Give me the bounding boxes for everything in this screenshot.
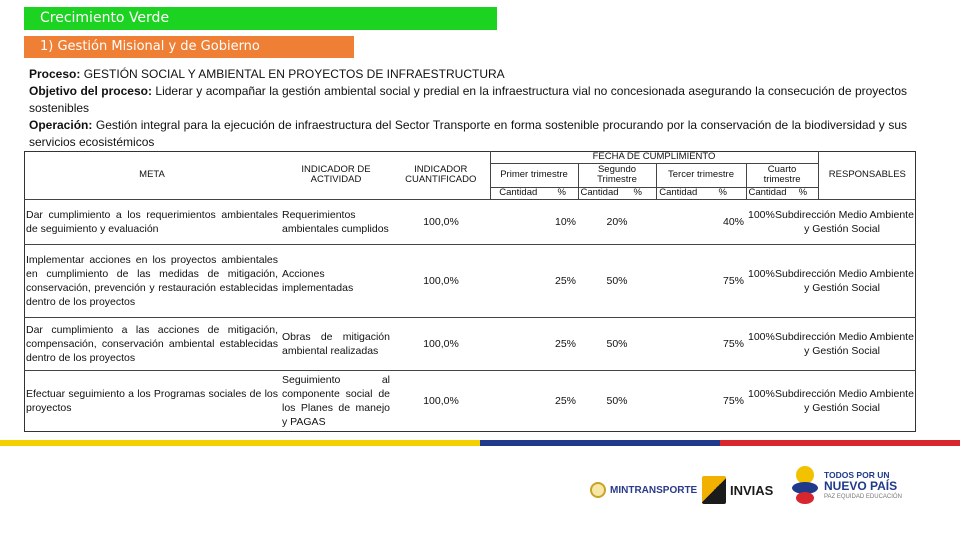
flag-stripe-yellow bbox=[0, 440, 480, 446]
row-q1: 25% bbox=[490, 317, 578, 370]
row-q4: 100% bbox=[748, 387, 775, 400]
row-indicador: Seguimiento al componente social de los Planes de manejo y PAGAS bbox=[280, 370, 392, 431]
row-q2: 20% bbox=[578, 199, 656, 244]
row-responsable bbox=[746, 244, 916, 317]
header-meta: META bbox=[139, 168, 165, 180]
footer-logos bbox=[590, 466, 950, 516]
row-responsable bbox=[746, 370, 916, 431]
row-q1: 25% bbox=[490, 370, 578, 431]
tpn-line3: PAZ EQUIDAD EDUCACIÓN bbox=[824, 493, 902, 500]
proceso-label: Proceso: bbox=[29, 67, 81, 81]
row-q2: 50% bbox=[578, 317, 656, 370]
row-cuantificado: 100,0% bbox=[392, 317, 490, 370]
header-q3-cantidad: Cantidad bbox=[656, 187, 700, 199]
operacion-text: Gestión integral para la ejecución de infraestructura del Sector Transporte en forma sostenible procurando por la conservación de la biodiversidad y sus servicios ecosistémicos bbox=[29, 118, 907, 149]
row-responsable bbox=[746, 317, 916, 370]
mintransporte-logo-text: MINTRANSPORTE bbox=[610, 484, 698, 496]
operacion-label: Operación: bbox=[29, 118, 93, 132]
header-q2-cantidad: Cantidad bbox=[578, 187, 620, 199]
header-indicador-cuantificado: INDICADOR CUANTIFICADO bbox=[405, 163, 477, 185]
header-q1: Primer trimestre bbox=[490, 163, 578, 187]
invias-logo bbox=[702, 476, 773, 504]
row-q2: 50% bbox=[578, 370, 656, 431]
coat-of-arms-icon bbox=[590, 482, 606, 498]
flag-stripe-blue bbox=[480, 440, 720, 446]
indicators-table bbox=[24, 151, 916, 431]
intro-block bbox=[29, 66, 907, 151]
row-q1: 25% bbox=[490, 244, 578, 317]
tpn-line2: NUEVO PAÍS bbox=[824, 478, 898, 493]
row-responsable bbox=[746, 199, 916, 244]
proceso-line bbox=[29, 66, 907, 83]
header-indicador-actividad: INDICADOR DE ACTIVIDAD bbox=[301, 163, 371, 185]
row-cuantificado: 100,0% bbox=[392, 370, 490, 431]
header-q4-pct: % bbox=[788, 187, 818, 199]
row-q4: 100% bbox=[748, 330, 775, 343]
tpn-emblem-icon bbox=[792, 466, 818, 506]
subsection-title: 1) Gestión Misional y de Gobierno bbox=[40, 39, 260, 54]
header-q3: Tercer trimestre bbox=[656, 163, 746, 187]
table-row bbox=[24, 199, 916, 244]
flag-stripe bbox=[0, 440, 960, 446]
invias-logo-text: INVIAS bbox=[730, 482, 774, 498]
row-responsable-text: Subdirección Medio Ambiente y Gestión Social bbox=[775, 208, 914, 235]
header-q1-cantidad: Cantidad bbox=[490, 187, 546, 199]
tpn-line1: TODOS POR UN bbox=[824, 469, 890, 480]
todos-por-un-nuevo-pais-logo bbox=[792, 466, 902, 506]
row-q4: 100% bbox=[748, 267, 775, 280]
table-row bbox=[24, 317, 916, 370]
header-responsables: RESPONSABLES bbox=[818, 151, 916, 199]
header-q3-pct: % bbox=[700, 187, 746, 199]
operacion-line bbox=[29, 117, 907, 151]
row-q4: 100% bbox=[748, 208, 775, 221]
table-row bbox=[24, 370, 916, 431]
header-q2: Segundo Trimestre bbox=[578, 163, 656, 187]
invias-mark-icon bbox=[702, 476, 726, 504]
header-q1-pct: % bbox=[546, 187, 578, 199]
row-indicador: Requerimientos ambientales cumplidos bbox=[280, 199, 392, 244]
subsection-title-bar bbox=[24, 36, 354, 58]
row-q1: 10% bbox=[490, 199, 578, 244]
header-q4: Cuarto trimestre bbox=[746, 163, 818, 187]
proceso-text: GESTIÓN SOCIAL Y AMBIENTAL EN PROYECTOS DE INFRAESTRUCTURA bbox=[83, 67, 505, 81]
row-q3: 75% bbox=[656, 317, 746, 370]
section-title: Crecimiento Verde bbox=[40, 10, 170, 26]
row-q3: 40% bbox=[656, 199, 746, 244]
row-meta: Dar cumplimiento a las acciones de mitigación, compensación, conservación ambiental establecidas dentro de los proyectos bbox=[24, 317, 280, 370]
objetivo-text: Liderar y acompañar la gestión ambiental social y predial en la infraestructura vial no concesionada asegurando la consecución de proyectos sostenibles bbox=[29, 84, 907, 115]
flag-stripe-red bbox=[720, 440, 960, 446]
row-responsable-text: Subdirección Medio Ambiente y Gestión Social bbox=[775, 330, 914, 357]
row-q3: 75% bbox=[656, 244, 746, 317]
row-indicador: Obras de mitigación ambiental realizadas bbox=[280, 317, 392, 370]
header-q4-cantidad: Cantidad bbox=[746, 187, 788, 199]
objetivo-label: Objetivo del proceso: bbox=[29, 84, 152, 98]
row-indicador: Acciones implementadas bbox=[280, 244, 392, 317]
objetivo-line bbox=[29, 83, 907, 117]
mintransporte-logo bbox=[590, 482, 697, 498]
row-responsable-text: Subdirección Medio Ambiente y Gestión Social bbox=[775, 267, 914, 294]
table-row bbox=[24, 244, 916, 317]
section-title-bar bbox=[24, 7, 497, 30]
row-cuantificado: 100,0% bbox=[392, 244, 490, 317]
header-q2-pct: % bbox=[620, 187, 656, 199]
row-q2: 50% bbox=[578, 244, 656, 317]
header-fecha-cumplimiento: FECHA DE CUMPLIMIENTO bbox=[490, 151, 818, 163]
row-responsable-text: Subdirección Medio Ambiente y Gestión Social bbox=[775, 387, 914, 414]
row-meta: Implementar acciones en los proyectos ambientales en cumplimiento de las medidas de mitigación, conservación, prevención y restauración establecidas dentro de los proyectos bbox=[24, 244, 280, 317]
row-meta: Dar cumplimiento a los requerimientos ambientales de seguimiento y evaluación bbox=[24, 199, 280, 244]
row-q3: 75% bbox=[656, 370, 746, 431]
row-meta: Efectuar seguimiento a los Programas sociales de los proyectos bbox=[24, 370, 280, 431]
row-cuantificado: 100,0% bbox=[392, 199, 490, 244]
